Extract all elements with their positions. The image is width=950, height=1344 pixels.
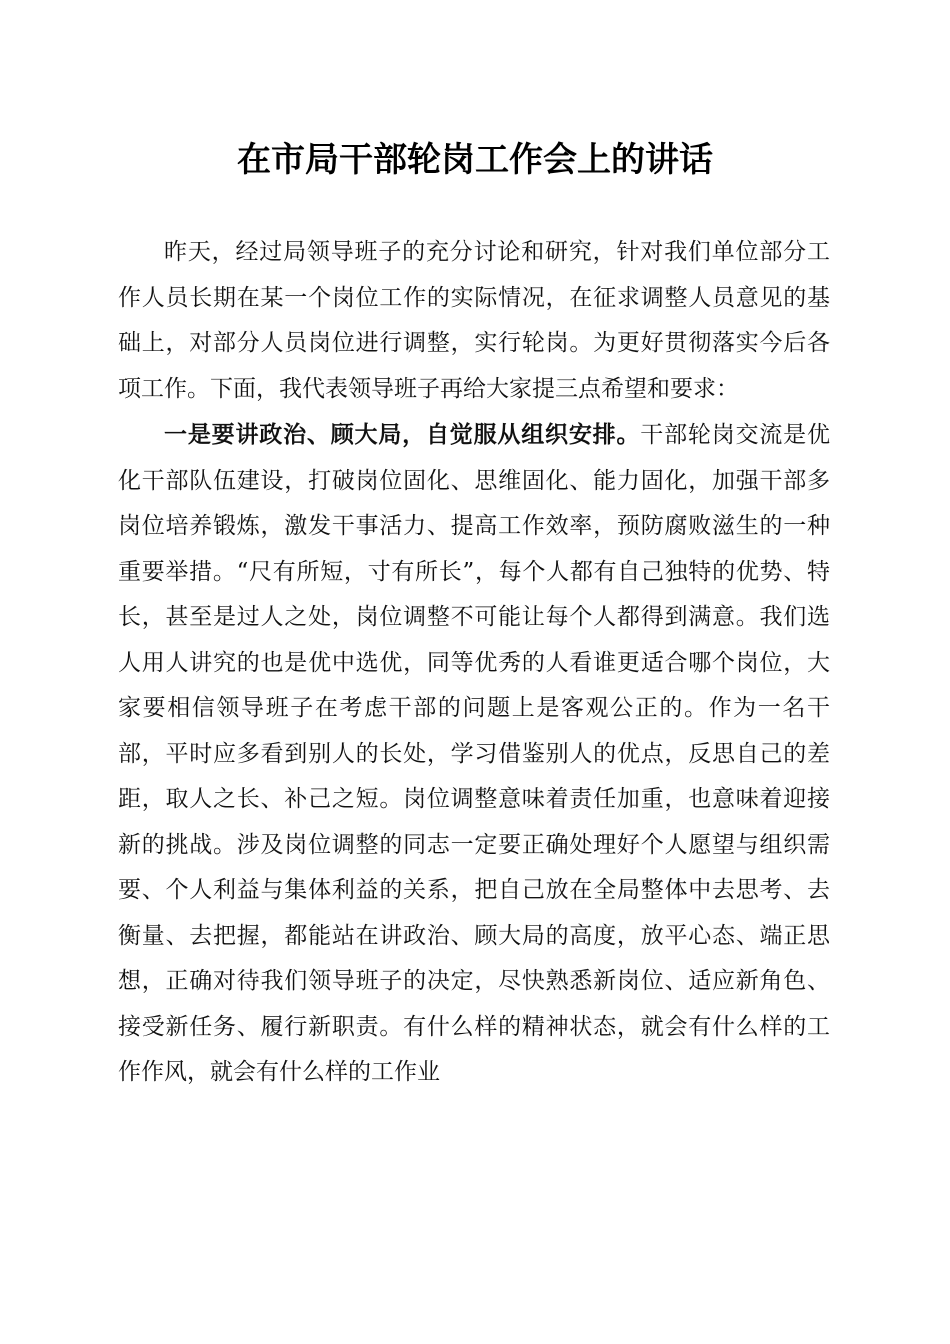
paragraph-intro [118, 230, 830, 412]
paragraph-text: 干部轮岗交流是优化干部队伍建设，打破岗位固化、思维固化、能力固化，加强干部多岗位培养锻炼，激发干事活力、提高工作效率，预防腐败滋生的一种重要举措。“尺有所短，寸有所长”，每个人都有自己独特的优势、特长，甚至是过人之处，岗位调整不可能让每个人都得到满意。我们选人用人讲究的也是优中选优，同等优秀的人看谁更适合哪个岗位，大家要相信领导班子在考虑干部的问题上是客观公正的。作为一名干部，平时应多看到别人的长处，学习借鉴别人的优点，反思自己的差距，取人之长、补己之短。岗位调整意味着责任加重，也意味着迎接新的挑战。涉及岗位调整的同志一定要正确处理好个人愿望与组织需要、个人利益与集体利益的关系，把自己放在全局整体中去思考、去衡量、去把握，都能站在讲政治、顾大局的高度，放平心态、端正思想，正确对待我们领导班子的决定，尽快熟悉新岗位、适应新角色、接受新任务、履行新职责。有什么样的精神状态，就会有什么样的工作作风，就会有什么样的工作业 [118, 422, 831, 1085]
document-body [118, 230, 830, 1096]
paragraph-point-one [118, 412, 830, 1096]
paragraph-lead-heading: 一是要讲政治、顾大局，自觉服从组织安排。 [164, 421, 641, 448]
paragraph-text: 昨天，经过局领导班子的充分讨论和研究，针对我们单位部分工作人员长期在某一个岗位工作的实际情况，在征求调整人员意见的基础上，对部分人员岗位进行调整，实行轮岗。为更好贯彻落实今后各项工作。下面，我代表领导班子再给大家提三点希望和要求： [118, 239, 830, 402]
document-title: 在市局干部轮岗工作会上的讲话 [237, 140, 713, 180]
